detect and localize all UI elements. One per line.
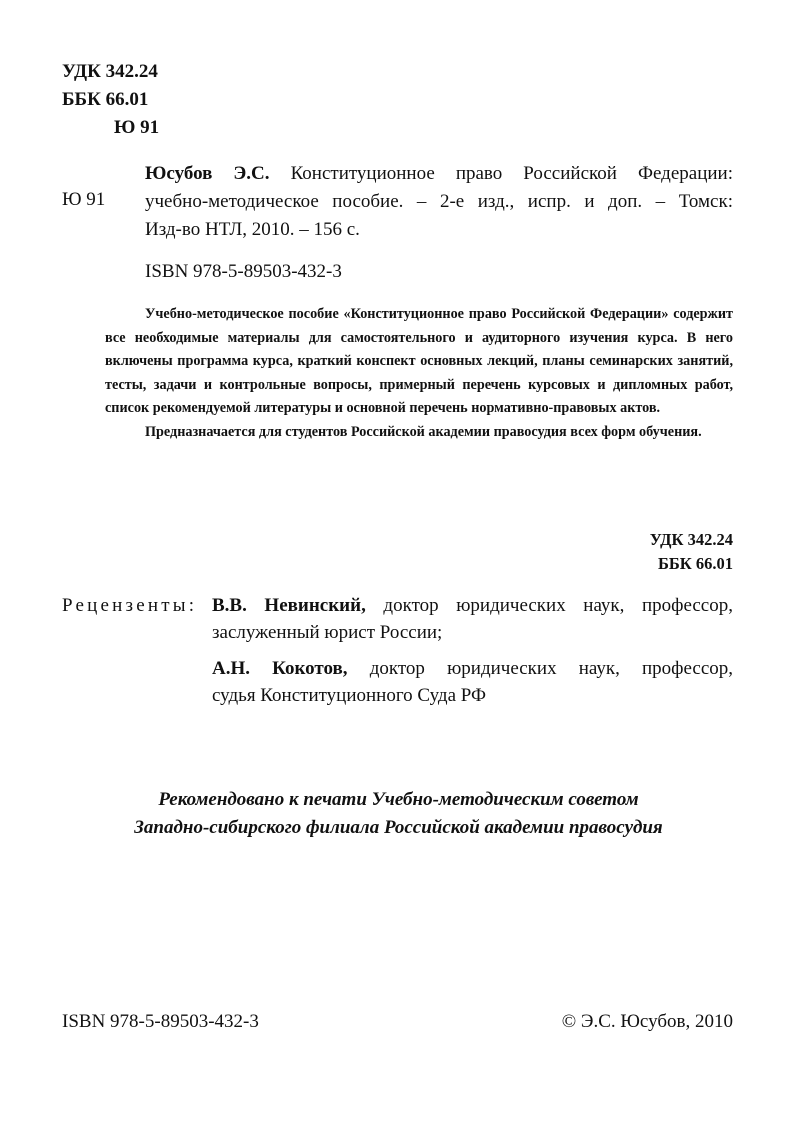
title-line-1: Конституционное право Российской Федерации: bbox=[269, 163, 733, 184]
recommendation bbox=[60, 786, 737, 842]
udk-code: УДК 342.24 bbox=[62, 61, 158, 82]
classification-right bbox=[650, 528, 733, 576]
recommendation-line-2: Западно-сибирского филиала Российской академии правосудия bbox=[134, 817, 663, 838]
udk-code-right: УДК 342.24 bbox=[649, 530, 733, 549]
reviewer-2-name: А.Н. Кокотов, bbox=[212, 658, 348, 679]
reviewer-1-name: В.В. Невинский, bbox=[212, 595, 366, 616]
author-name: Юсубов Э.С. bbox=[145, 163, 270, 184]
reviewers-label: Рецензенты: bbox=[62, 595, 198, 616]
author-sign-left: Ю 91 bbox=[62, 189, 106, 210]
title-line-2: учебно-методическое пособие. – 2-е изд., испр. и доп. – Томск: bbox=[145, 191, 733, 212]
reviewer-1-title: доктор юридических наук, профессор, bbox=[365, 595, 733, 616]
reviewer-2-title: доктор юридических наук, профессор, bbox=[347, 658, 733, 679]
recommendation-line-1: Рекомендовано к печати Учебно-методическим советом bbox=[158, 789, 639, 810]
bbk-code-right: ББК 66.01 bbox=[657, 554, 733, 573]
copyright: © Э.С. Юсубов, 2010 bbox=[561, 1011, 733, 1032]
title-line-3: Изд-во НТЛ, 2010. – 156 с. bbox=[145, 219, 360, 240]
annotation-paragraph-2: Предназначается для студентов Российской академии правосудия всех форм обучения. bbox=[145, 423, 702, 440]
classification-block bbox=[62, 58, 159, 142]
bbk-code: ББК 66.01 bbox=[62, 89, 149, 110]
reviewer-1 bbox=[212, 592, 733, 646]
reviewer-1-rank: заслуженный юрист России; bbox=[212, 622, 443, 643]
annotation bbox=[105, 303, 733, 444]
reviewer-2 bbox=[212, 655, 733, 709]
isbn-top: ISBN 978-5-89503-432-3 bbox=[145, 261, 342, 282]
author-sign: Ю 91 bbox=[114, 117, 160, 138]
bibliographic-record bbox=[145, 160, 733, 244]
reviewer-2-rank: судья Конституционного Суда РФ bbox=[212, 685, 487, 706]
annotation-paragraph-1: Учебно-методическое пособие «Конституционное право Российской Федерации» содержит все необходимые материалы для самостоятельного и аудиторного изучения курса. В него включены программа курса, краткий конспект основных лекций, планы семинарских занятий, тесты, задачи и контрольные вопросы, примерный перечень курсовых и дипломных работ, список рекомендуемой литературы и основной перечень нормативно-правовых актов. bbox=[105, 306, 733, 416]
footer-isbn: ISBN 978-5-89503-432-3 bbox=[62, 1011, 259, 1032]
